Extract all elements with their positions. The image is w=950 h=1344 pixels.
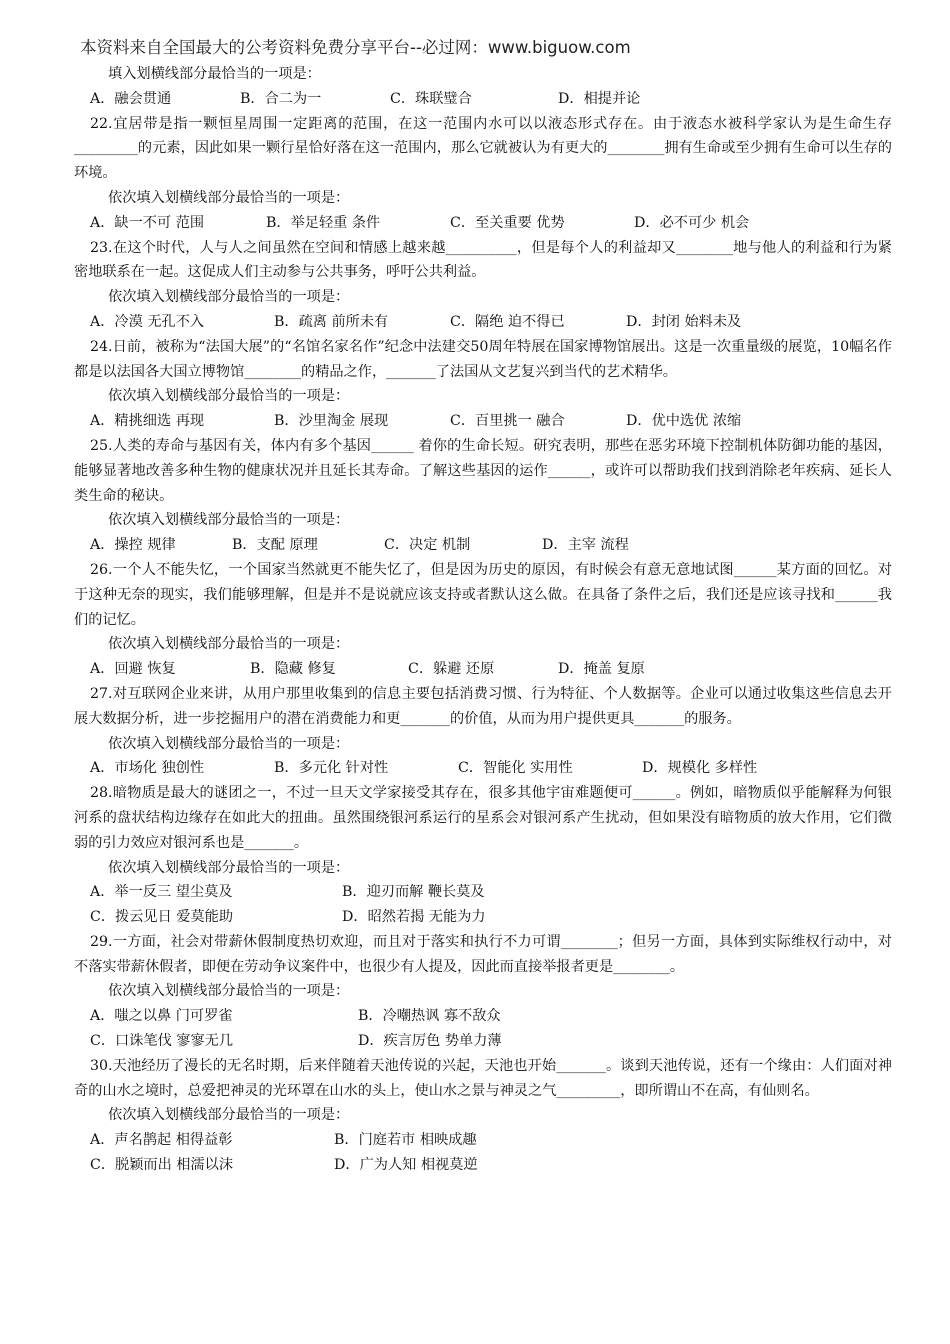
options-row [74, 756, 892, 781]
question-instruction: 依次填入划横线部分最恰当的一项是： [108, 735, 350, 752]
options-row [74, 657, 892, 682]
option-c: C．决定 机制 [384, 537, 471, 554]
question-stem: 22.宜居带是指一颗恒星周围一定距离的范围，在这一范围内水可以以液态形式存在。由于液态水被科学家认为是生命生存_________的元素，因此如果一颗行星恰好落在这一范围内，那么它就被认为有更大的________拥有生命或至少拥有生命可以生存的环境。 [74, 115, 892, 182]
question-stem: 29.一方面，社会对带薪休假制度热切欢迎，而且对于落实和执行不力可谓________；但另一方面，具体到实际维权行动中，对不落实带薪休假者，即便在劳动争议案件中，也很少有人提及，因此而直接举报者更是________。 [74, 933, 892, 975]
question-27 [74, 682, 892, 781]
question-instruction: 填入划横线部分最恰当的一项是： [108, 66, 321, 82]
option-a: A．市场化 独创性 [90, 760, 205, 777]
option-a: A．举一反三 望尘莫及 [90, 884, 233, 901]
option-b: B．支配 原理 [232, 537, 318, 554]
option-a: A．嗤之以鼻 门可罗雀 [90, 1008, 233, 1025]
option-a: A．缺一不可 范围 [90, 214, 205, 231]
options-row [74, 880, 892, 905]
option-c: C．珠联璧合 [390, 90, 472, 107]
question-instruction: 依次填入划横线部分最恰当的一项是： [108, 189, 350, 206]
options-row [74, 1128, 892, 1153]
option-c: C．智能化 实用性 [458, 760, 573, 777]
question-stem: 23.在这个时代，人与人之间虽然在空间和情感上越来越__________，但是每个人的利益却又________地与他人的利益和行为紧密地联系在一起。这促成人们主动参与公共事务，呼吁公共利益。 [74, 239, 892, 281]
options-row [74, 211, 892, 236]
option-b: B．隐藏 修复 [250, 661, 336, 678]
option-a: A．冷漠 无孔不入 [90, 313, 205, 330]
page-header: 本资料来自全国最大的公考资料免费分享平台--必过网：www.biguow.com [80, 38, 631, 57]
question-list [74, 62, 892, 1178]
option-a: A．回避 恢复 [90, 661, 176, 678]
question-stem: 28.暗物质是最大的谜团之一，不过一旦天文学家接受其存在，很多其他宇宙难题便可______。例如，暗物质似乎能解释为何银河系的盘状结构边缘存在如此大的扭曲。虽然围绕银河系运行的星系会对银河系产生扰动，但如果没有暗物质的放大作用，它们微弱的引力效应对银河系也是_______。 [74, 785, 892, 851]
question-25 [74, 434, 892, 558]
option-a: A．操控 规律 [90, 537, 176, 554]
option-c: C．隔绝 迫不得已 [450, 313, 565, 330]
option-b: B．疏离 前所未有 [274, 313, 389, 330]
options-row [74, 1153, 892, 1178]
question-23 [74, 236, 892, 335]
options-row [74, 1029, 892, 1054]
question-stem: 24.日前，被称为“法国大展”的“名馆名家名作”纪念中法建交50周年特展在国家博物馆展出。这是一次重量级的展览，10幅名作都是以法国各大国立博物馆________的精品之作，_______了法国从文艺复兴到当代的艺术精华。 [74, 338, 892, 380]
option-d: D．广为人知 相视莫逆 [334, 1157, 478, 1174]
option-d: D．主宰 流程 [542, 537, 629, 554]
question-instruction: 依次填入划横线部分最恰当的一项是： [108, 388, 350, 405]
option-b: B．冷嘲热讽 寡不敌众 [358, 1008, 501, 1025]
option-b: B．举足轻重 条件 [266, 214, 381, 231]
option-c: C．拨云见日 爱莫能助 [90, 909, 234, 926]
option-d: D．必不可少 机会 [634, 214, 750, 231]
question-30 [74, 1054, 892, 1178]
option-a: A．精挑细选 再现 [90, 413, 205, 430]
question-stem: 27.对互联网企业来讲，从用户那里收集到的信息主要包括消费习惯、行为特征、个人数据等。企业可以通过收集这些信息去开展大数据分析，进一步挖掘用户的潜在消费能力和更_______的价值，从而为用户提供更具_______的服务。 [74, 685, 892, 727]
option-d: D．掩盖 复原 [558, 661, 645, 678]
question-instruction: 依次填入划横线部分最恰当的一项是： [108, 512, 350, 529]
option-b: B．门庭若市 相映成趣 [334, 1132, 477, 1149]
options-row [74, 409, 892, 434]
question-21 [74, 62, 892, 112]
option-c: C．至关重要 优势 [450, 214, 565, 231]
options-row [74, 1004, 892, 1029]
option-d: D．疾言厉色 势单力薄 [358, 1033, 502, 1050]
options-row [74, 310, 892, 335]
options-row [74, 905, 892, 930]
option-b: B．合二为一 [240, 90, 322, 107]
option-d: D．相提并论 [558, 90, 641, 107]
options-row [74, 87, 892, 112]
question-instruction: 依次填入划横线部分最恰当的一项是： [108, 983, 350, 1000]
option-d: D．优中选优 浓缩 [626, 413, 742, 430]
question-stem: 26.一个人不能失忆，一个国家当然就更不能失忆了，但是因为历史的原因，有时候会有意无意地试图______某方面的回忆。对于这种无奈的现实，我们能够理解，但是并不是说就应该支持或者默认这么做。在具备了条件之后，我们还是应该寻找和______我们的记忆。 [74, 561, 892, 628]
question-29 [74, 930, 892, 1054]
option-c: C．躲避 还原 [408, 661, 495, 678]
option-a: A．声名鹊起 相得益彰 [90, 1132, 233, 1149]
option-d: D．规模化 多样性 [642, 760, 758, 777]
option-d: D．封闭 始料未及 [626, 313, 742, 330]
option-b: B．沙里淘金 展现 [274, 413, 389, 430]
options-row [74, 533, 892, 558]
question-stem: 25.人类的寿命与基因有关，体内有多个基因______ 着你的生命长短。研究表明，那些在恶劣环境下控制机体防御功能的基因，能够显著地改善多种生物的健康状况并且延长其寿命。了解这些基因的运作______，或许可以帮助我们找到消除老年疾病、延长人类生命的秘诀。 [74, 437, 892, 504]
question-instruction: 依次填入划横线部分最恰当的一项是： [108, 289, 350, 306]
question-instruction: 依次填入划横线部分最恰当的一项是： [108, 636, 350, 653]
question-26 [74, 558, 892, 682]
question-22 [74, 112, 892, 236]
option-b: B．迎刃而解 鞭长莫及 [342, 884, 485, 901]
question-24 [74, 335, 892, 434]
question-stem: 30.天池经历了漫长的无名时期，后来伴随着天池传说的兴起，天池也开始_______。谈到天池传说，还有一个缘由：人们面对神奇的山水之境时，总爱把神灵的光环罩在山水的头上，使山水之景与神灵之气_________，即所谓山不在高，有仙则名。 [74, 1057, 892, 1099]
option-c: C．百里挑一 融合 [450, 413, 565, 430]
question-instruction: 依次填入划横线部分最恰当的一项是： [108, 1107, 350, 1124]
question-instruction: 依次填入划横线部分最恰当的一项是： [108, 859, 350, 876]
option-b: B．多元化 针对性 [274, 760, 389, 777]
option-c: C．口诛笔伐 寥寥无几 [90, 1033, 234, 1050]
option-a: A．融会贯通 [90, 90, 172, 107]
option-c: C．脱颖而出 相濡以沫 [90, 1157, 234, 1174]
option-d: D．昭然若揭 无能为力 [342, 909, 486, 926]
question-28 [74, 781, 892, 930]
